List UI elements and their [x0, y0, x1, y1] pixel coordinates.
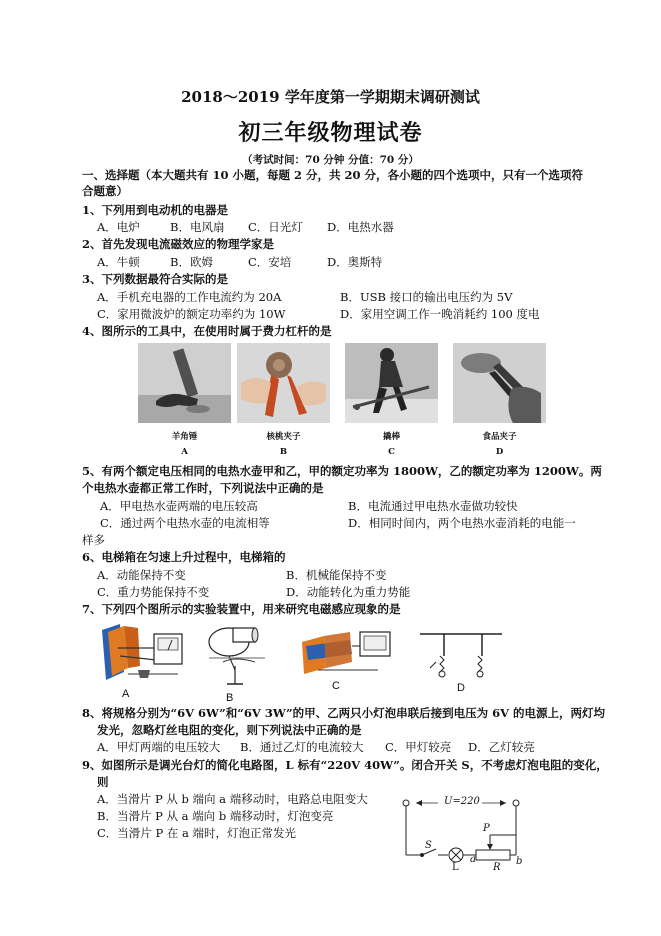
- q7-label-a: A: [122, 688, 130, 700]
- q1-option-c: C．日光灯: [248, 220, 303, 234]
- q9-circuit-resistor-label: R: [493, 862, 501, 873]
- q9-option-a: A．当滑片 P 从 b 端向 a 端移动时，电路总电阻变大: [97, 792, 368, 806]
- q9-stem-cont: 则: [97, 775, 109, 789]
- q2-option-d: D．奥斯特: [327, 255, 383, 269]
- q9-option-c: C．当滑片 P 在 a 端时，灯泡正常发光: [97, 826, 297, 840]
- q5-option-c: C．通过两个电热水壶的电流相等: [100, 516, 270, 530]
- q3-stem: 3、下列数据最符合实际的是: [82, 272, 229, 286]
- exam-info: （考试时间：70 分钟 分值：70 分）: [242, 154, 419, 166]
- q9-option-b: B．当滑片 P 从 a 端向 b 端移动时，灯泡变亮: [97, 809, 334, 823]
- q5-option-a: A．甲电热水壶两端的电压较高: [100, 499, 258, 513]
- food-tongs-photo: [453, 343, 546, 423]
- exam-main-title: 初三年级物理试卷: [238, 120, 423, 146]
- q4-stem: 4、图所示的工具中，在使用时属于费力杠杆的是: [82, 324, 332, 338]
- q2-option-b: B．欧姆: [170, 255, 213, 269]
- q6-option-b: B．机械能保持不变: [286, 568, 387, 582]
- q4-letter-a: A: [181, 447, 188, 457]
- q3-option-d: D．家用空调工作一晚消耗约 100 度电: [340, 307, 540, 321]
- q7-figure-c: [298, 622, 394, 678]
- q6-option-c: C．重力势能保持不变: [97, 585, 210, 599]
- exam-year-title: 2018～2019 学年度第一学期期末调研测试: [181, 88, 480, 106]
- crowbar-photo: [345, 343, 438, 423]
- q9-circuit-end-b-label: b: [516, 856, 523, 867]
- q4-letter-b: B: [279, 447, 288, 457]
- q6-stem: 6、电梯箱在匀速上升过程中，电梯箱的: [82, 550, 286, 564]
- q4-letter-d: D: [495, 447, 504, 457]
- q8-stem: 8、将规格分别为“6V 6W”和“6V 3W”的甲、乙两只小灯泡串联后接到电压为 6V 的电源上，两灯均: [82, 706, 606, 720]
- q1-option-a: A．电炉: [97, 220, 140, 234]
- nutcracker-photo: [237, 343, 330, 423]
- q1-stem: 1、下列用到电动机的电器是: [82, 203, 229, 217]
- q9-circuit-slider-label: P: [483, 823, 490, 834]
- q7-figure-b: [205, 618, 281, 690]
- q8-option-a: A．甲灯两端的电压较大: [97, 740, 221, 754]
- q7-figure-d: [418, 622, 504, 680]
- q4-caption-a: 羊角锤: [171, 432, 198, 442]
- q3-option-b: B．USB 接口的输出电压约为 5V: [340, 290, 513, 304]
- q9-circuit-switch-label: S: [425, 840, 432, 851]
- q5-stem: 5、有两个额定电压相同的电热水壶甲和乙，甲的额定功率为 1800W，乙的额定功率为 1200W。两: [82, 464, 602, 478]
- q6-option-a: A．动能保持不变: [97, 568, 186, 582]
- q8-option-d: D．乙灯较亮: [468, 740, 535, 754]
- q9-circuit-diagram: [396, 795, 526, 877]
- q3-option-a: A．手机充电器的工作电流约为 20A: [97, 290, 282, 304]
- q4-letter-c: C: [388, 447, 395, 457]
- q2-stem: 2、首先发现电流磁效应的物理学家是: [82, 237, 274, 251]
- q7-stem: 7、下列四个图所示的实验装置中，用来研究电磁感应现象的是: [82, 602, 401, 616]
- q9-circuit-lamp-label: L: [452, 862, 459, 873]
- q7-figure-a: [98, 618, 192, 686]
- q5-option-d-cont: 样多: [82, 533, 105, 547]
- q1-option-b: B．电风扇: [170, 220, 225, 234]
- section-heading-cont: 合题意）: [82, 184, 128, 198]
- q5-stem-cont: 个电热水壶都正常工作时，下列说法中正确的是: [82, 481, 324, 495]
- q8-option-c: C．甲灯较亮: [385, 740, 452, 754]
- q7-label-b: B: [226, 692, 234, 704]
- q3-option-c: C．家用微波炉的额定功率约为 10W: [97, 307, 286, 321]
- hammer-photo: [138, 343, 231, 423]
- q4-caption-d: 食品夹子: [482, 432, 517, 442]
- q1-option-d: D．电热水器: [327, 220, 394, 234]
- q2-option-c: C．安培: [248, 255, 292, 269]
- q7-label-c: C: [332, 680, 340, 692]
- q5-option-d: D．相同时间内，两个电热水壶消耗的电能一: [348, 516, 576, 530]
- section-heading: 一、选择题（本大题共有 10 小题，每题 2 分，共 20 分，各小题的四个选项中，只有一个选项符: [82, 168, 584, 182]
- q9-stem: 9、如图所示是调光台灯的简化电路图，L 标有“220V 40W”。闭合开关 S，不考虑灯泡电阻的变化，: [82, 758, 608, 772]
- q6-option-d: D．动能转化为重力势能: [286, 585, 411, 599]
- q8-stem-cont: 发光，忽略灯丝电阻的变化，则下列说法中正确的是: [97, 723, 362, 737]
- q5-option-b: B．电流通过甲电热水壶做功较快: [348, 499, 518, 513]
- q9-circuit-voltage-label: U=220: [444, 796, 480, 807]
- q4-caption-c: 撬棒: [382, 432, 400, 442]
- q8-option-b: B．通过乙灯的电流较大: [240, 740, 364, 754]
- q4-caption-b: 核桃夹子: [266, 432, 301, 442]
- q7-label-d: D: [457, 682, 465, 694]
- q9-circuit-end-a-label: a: [470, 854, 476, 865]
- q2-option-a: A．牛顿: [97, 255, 140, 269]
